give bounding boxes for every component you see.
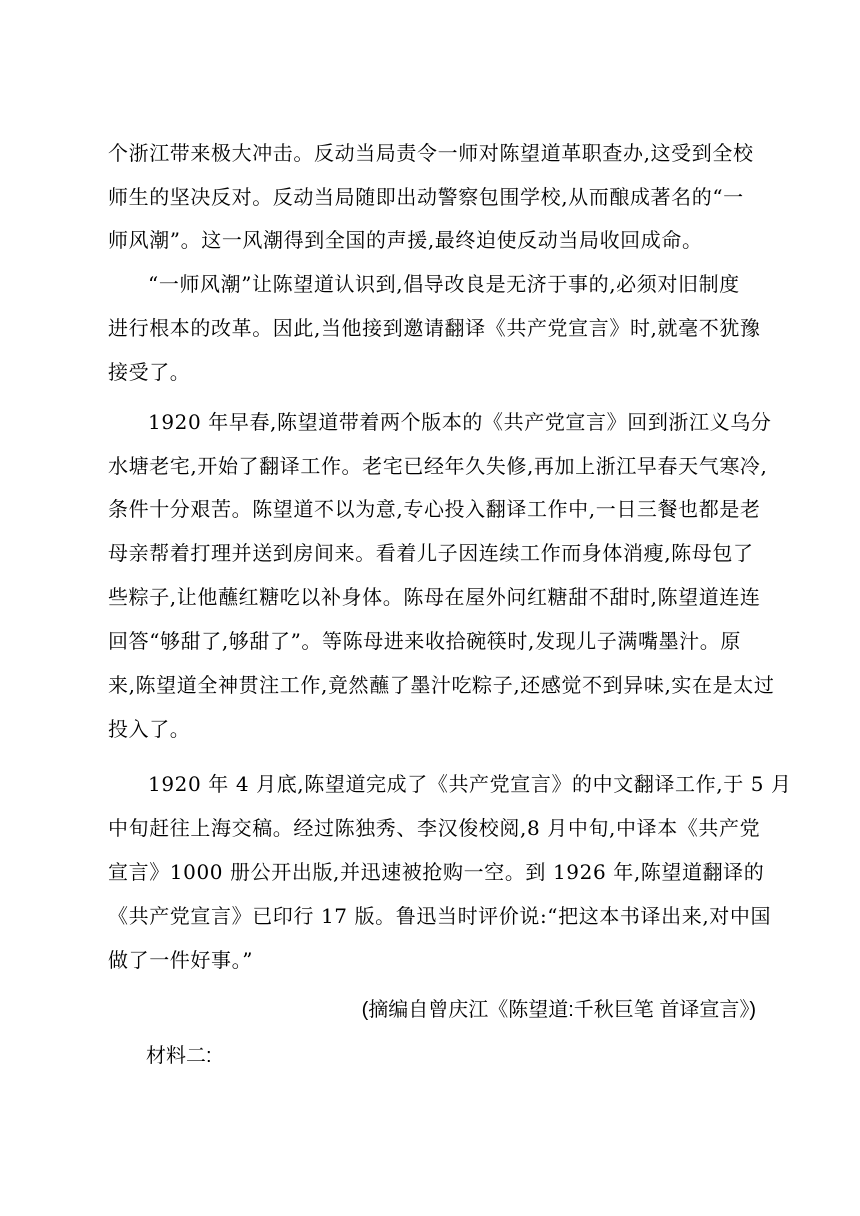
- paragraph-line: 做了一件好事。”: [108, 948, 254, 972]
- source-citation: (摘编自曾庆江《陈望道:千秋巨笔 首译宣言》): [361, 999, 756, 1021]
- paragraph-line: 母亲帮着打理并送到房间来。看着儿子因连续工作而身体消瘦,陈母包了: [108, 541, 754, 565]
- paragraph-line: 来,陈望道全神贯注工作,竟然蘸了墨汁吃粽子,还感觉不到异味,实在是太过: [108, 673, 775, 697]
- paragraph-line: 投入了。: [108, 717, 191, 741]
- paragraph-line: 师风潮”。这一风潮得到全国的声援,最终迫使反动当局收回成命。: [108, 228, 703, 252]
- paragraph-line: 师生的坚决反对。反动当局随即出动警察包围学校,从而酿成著名的“一: [108, 185, 744, 209]
- paragraph-line: 1920 年早春,陈望道带着两个版本的《共产党宣言》回到浙江义乌分: [148, 410, 772, 434]
- paragraph-line: 些粽子,让他蘸红糖吃以补身体。陈母在屋外问红糖甜不甜时,陈望道连连: [108, 585, 761, 609]
- paragraph-line: 宣言》1000 册公开出版,并迅速被抢购一空。到 1926 年,陈望道翻译的: [108, 860, 765, 884]
- paragraph-line: 进行根本的改革。因此,当他接到邀请翻译《共产党宣言》时,就毫不犹豫: [108, 316, 761, 340]
- paragraph-line: 1920 年 4 月底,陈望道完成了《共产党宣言》的中文翻译工作,于 5 月: [148, 772, 792, 796]
- paragraph-line: 回答“够甜了,够甜了”。等陈母进来收拾碗筷时,发现儿子满嘴墨汁。原: [108, 629, 741, 653]
- paragraph-line: 水塘老宅,开始了翻译工作。老宅已经年久失修,再加上浙江早春天气寒冷,: [108, 454, 768, 478]
- paragraph-line: “一师风潮”让陈望道认识到,倡导改良是无济于事的,必须对旧制度: [148, 272, 740, 296]
- paragraph-line: 中旬赶往上海交稿。经过陈独秀、李汉俊校阅,8 月中旬,中译本《共产党: [108, 816, 761, 840]
- paragraph-line: 《共产党宣言》已印行 17 版。鲁迅当时评价说:“把这本书译出来,对中国: [108, 904, 772, 928]
- paragraph-line: 接受了。: [108, 360, 191, 384]
- paragraph-line: 个浙江带来极大冲击。反动当局责令一师对陈望道革职查办,这受到全校: [108, 141, 754, 165]
- section-heading: 材料二:: [146, 1045, 212, 1067]
- paragraph-line: 条件十分艰苦。陈望道不以为意,专心投入翻译工作中,一日三餐也都是老: [108, 497, 761, 521]
